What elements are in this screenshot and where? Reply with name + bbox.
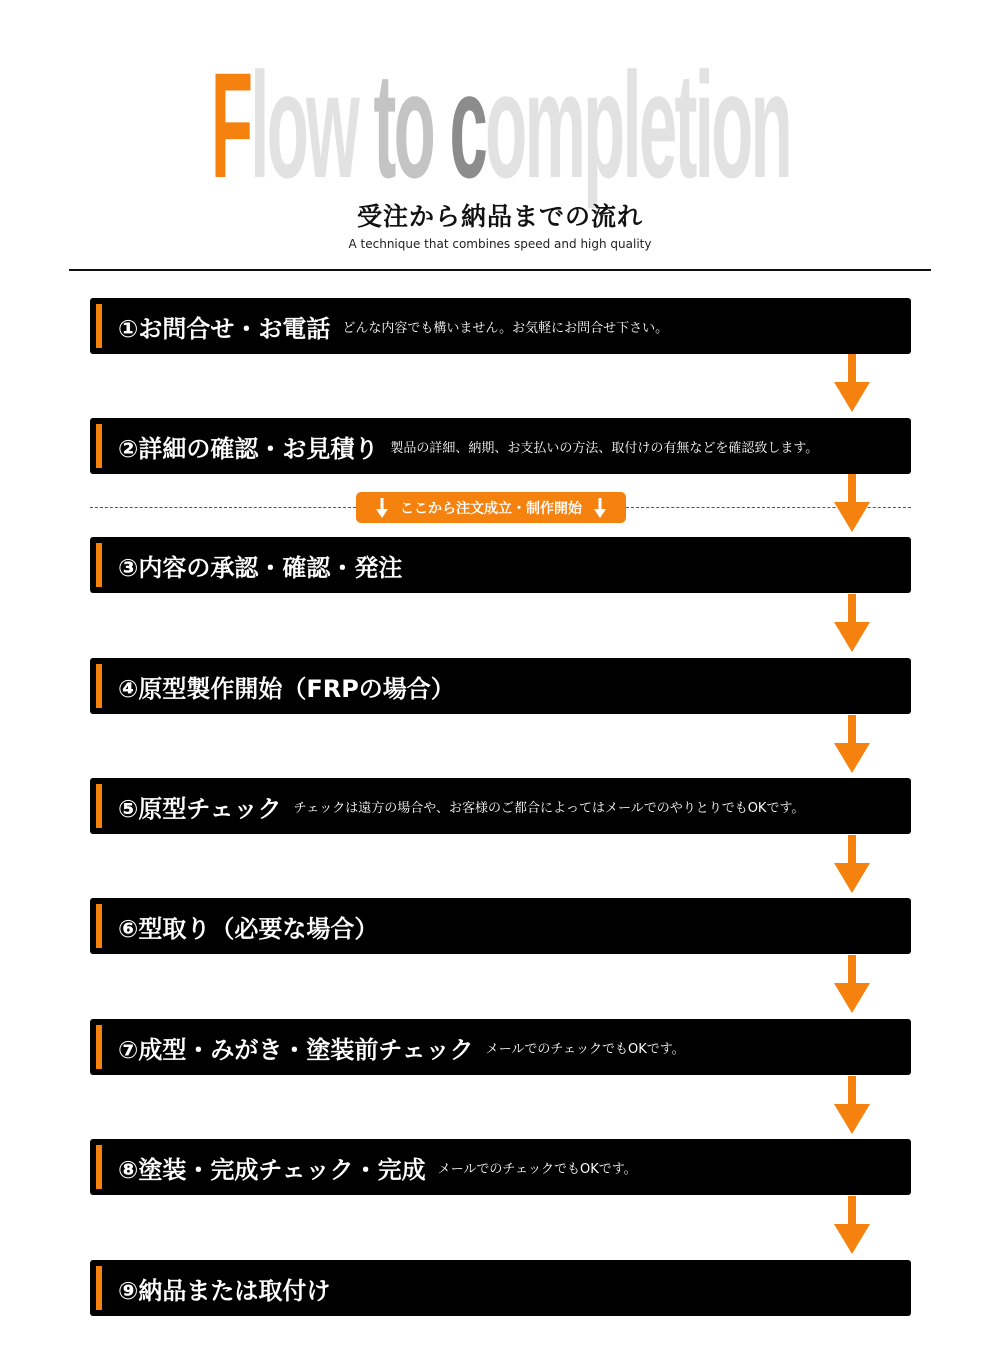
hero-title-text: Flow to completion [210, 41, 790, 209]
step-accent-bar [96, 1145, 102, 1189]
order-start-badge [356, 492, 626, 523]
flow-arrow-icon [834, 594, 870, 652]
step-note: メールでのチェックでもOKです。 [437, 1161, 637, 1177]
step-note: 製品の詳細、納期、お支払いの方法、取付けの有無などを確認致します。 [390, 440, 819, 456]
step-accent-bar [96, 904, 102, 948]
step-title: ⑤原型チェック [118, 794, 282, 823]
step-note: どんな内容でも構いません。お気軽にお問合せ下さい。 [342, 320, 669, 336]
header-divider-rule [69, 269, 931, 271]
flow-arrow-icon [834, 474, 870, 532]
step-title: ③内容の承認・確認・発注 [118, 553, 403, 582]
step-title: ④原型製作開始（FRPの場合） [118, 674, 455, 703]
step-accent-bar [96, 304, 102, 348]
flow-arrow-icon [834, 835, 870, 893]
step-accent-bar [96, 1266, 102, 1310]
flow-arrow-icon [834, 1076, 870, 1134]
step-title: ①お問合せ・お電話 [118, 314, 331, 343]
down-arrow-icon [376, 498, 388, 518]
hero-title [0, 40, 1000, 209]
order-divider-line-left [90, 507, 356, 508]
step-accent-bar [96, 424, 102, 468]
tagline: A technique that combines speed and high quality [348, 237, 652, 251]
step-accent-bar [96, 784, 102, 828]
step-3 [90, 537, 911, 593]
page-subtitle: 受注から納品までの流れ [356, 202, 643, 231]
step-8 [90, 1139, 911, 1195]
step-title: ⑥型取り（必要な場合） [118, 914, 379, 943]
step-note: メールでのチェックでもOKです。 [485, 1041, 685, 1057]
step-accent-bar [96, 664, 102, 708]
step-title: ⑦成型・みがき・塗装前チェック [118, 1035, 474, 1064]
flow-arrow-icon [834, 955, 870, 1013]
flow-arrow-icon [834, 354, 870, 412]
step-accent-bar [96, 543, 102, 587]
step-6 [90, 898, 911, 954]
step-2 [90, 418, 911, 474]
flow-arrow-icon [834, 715, 870, 773]
step-accent-bar [96, 1025, 102, 1069]
step-note: チェックは遠方の場合や、お客様のご都合によってはメールでのやりとりでもOKです。 [293, 800, 805, 816]
step-4 [90, 658, 911, 714]
flow-arrow-icon [834, 1196, 870, 1254]
down-arrow-icon [594, 498, 606, 518]
order-start-label: ここから注文成立・制作開始 [400, 500, 582, 517]
step-title: ②詳細の確認・お見積り [118, 434, 379, 463]
step-9 [90, 1260, 911, 1316]
step-7 [90, 1019, 911, 1075]
step-title: ⑧塗装・完成チェック・完成 [118, 1155, 426, 1184]
step-5 [90, 778, 911, 834]
step-title: ⑨納品または取付け [118, 1276, 331, 1305]
step-1 [90, 298, 911, 354]
